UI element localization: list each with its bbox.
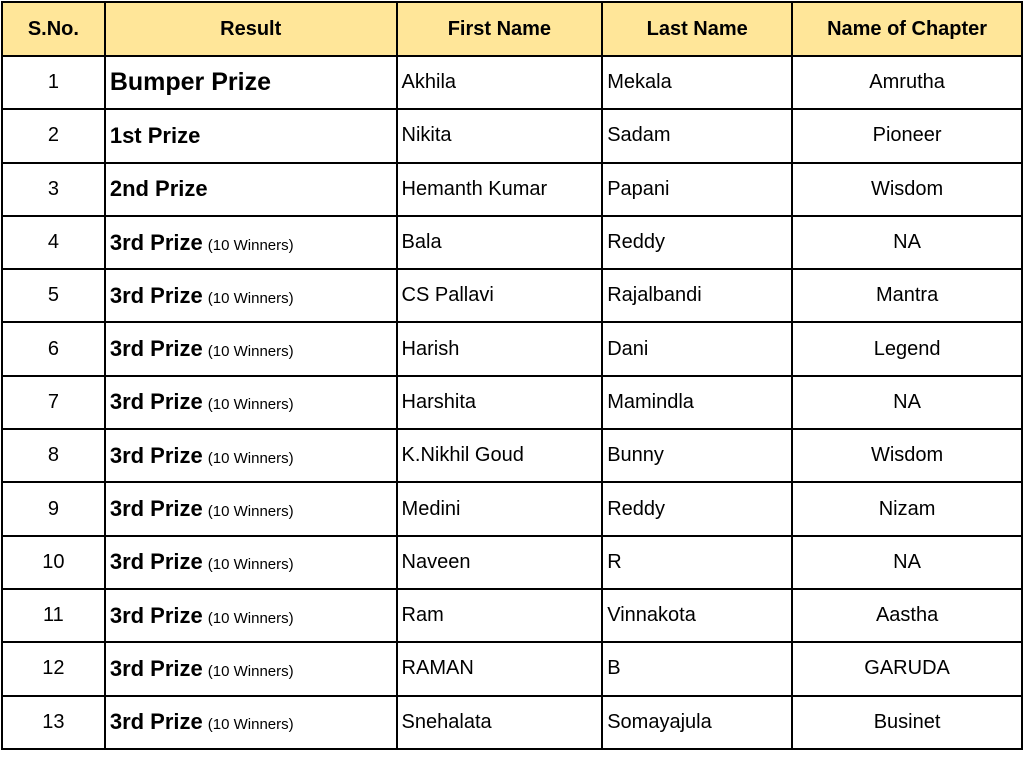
cell-sno: 1 bbox=[2, 56, 105, 109]
cell-chapter: NA bbox=[792, 216, 1022, 269]
cell-chapter: Pioneer bbox=[792, 109, 1022, 162]
cell-sno: 9 bbox=[2, 482, 105, 535]
prize-label: 3rd Prize bbox=[109, 282, 203, 308]
cell-chapter: NA bbox=[792, 376, 1022, 429]
prize-note: (10 Winners) bbox=[207, 662, 294, 680]
cell-chapter: Wisdom bbox=[792, 163, 1022, 216]
cell-sno: 4 bbox=[2, 216, 105, 269]
header-last-name: Last Name bbox=[602, 2, 792, 56]
cell-sno: 11 bbox=[2, 589, 105, 642]
header-first-name: First Name bbox=[397, 2, 603, 56]
cell-result bbox=[105, 642, 397, 695]
table-row bbox=[2, 376, 1022, 429]
cell-last-name: Somayajula bbox=[602, 696, 792, 749]
cell-last-name: Mekala bbox=[602, 56, 792, 109]
cell-last-name: Mamindla bbox=[602, 376, 792, 429]
cell-first-name: RAMAN bbox=[397, 642, 603, 695]
cell-last-name: Bunny bbox=[602, 429, 792, 482]
prize-note: (10 Winners) bbox=[207, 716, 294, 734]
cell-chapter: GARUDA bbox=[792, 642, 1022, 695]
cell-result bbox=[105, 269, 397, 322]
prize-note: (10 Winners) bbox=[207, 449, 294, 467]
table-row bbox=[2, 589, 1022, 642]
cell-result bbox=[105, 589, 397, 642]
cell-last-name: Papani bbox=[602, 163, 792, 216]
prize-note: (10 Winners) bbox=[207, 503, 294, 521]
cell-first-name: Ram bbox=[397, 589, 603, 642]
cell-sno: 10 bbox=[2, 536, 105, 589]
cell-first-name: Snehalata bbox=[397, 696, 603, 749]
prize-note: (10 Winners) bbox=[207, 556, 294, 574]
header-chapter: Name of Chapter bbox=[792, 2, 1022, 56]
cell-chapter: NA bbox=[792, 536, 1022, 589]
cell-first-name: Nikita bbox=[397, 109, 603, 162]
prize-label: 3rd Prize bbox=[109, 602, 203, 628]
cell-result bbox=[105, 696, 397, 749]
cell-chapter: Amrutha bbox=[792, 56, 1022, 109]
cell-result bbox=[105, 163, 397, 216]
cell-chapter: Wisdom bbox=[792, 429, 1022, 482]
table-row bbox=[2, 56, 1022, 109]
table-row bbox=[2, 536, 1022, 589]
cell-first-name: Bala bbox=[397, 216, 603, 269]
prize-note: (10 Winners) bbox=[207, 289, 294, 307]
prize-label: 3rd Prize bbox=[109, 389, 203, 415]
cell-sno: 6 bbox=[2, 322, 105, 375]
prize-label: 1st Prize bbox=[109, 122, 201, 148]
cell-sno: 3 bbox=[2, 163, 105, 216]
cell-first-name: Akhila bbox=[397, 56, 603, 109]
table-row bbox=[2, 216, 1022, 269]
prize-note: (10 Winners) bbox=[207, 396, 294, 414]
table-row bbox=[2, 163, 1022, 216]
cell-last-name: Vinnakota bbox=[602, 589, 792, 642]
cell-result bbox=[105, 536, 397, 589]
cell-first-name: Harish bbox=[397, 322, 603, 375]
cell-first-name: CS Pallavi bbox=[397, 269, 603, 322]
cell-first-name: Harshita bbox=[397, 376, 603, 429]
cell-last-name: Rajalbandi bbox=[602, 269, 792, 322]
cell-sno: 12 bbox=[2, 642, 105, 695]
cell-sno: 2 bbox=[2, 109, 105, 162]
table-body bbox=[2, 56, 1022, 749]
cell-first-name: Medini bbox=[397, 482, 603, 535]
cell-result bbox=[105, 482, 397, 535]
cell-sno: 8 bbox=[2, 429, 105, 482]
cell-first-name: K.Nikhil Goud bbox=[397, 429, 603, 482]
table-row bbox=[2, 429, 1022, 482]
prize-label: 2nd Prize bbox=[109, 176, 208, 202]
table-row bbox=[2, 322, 1022, 375]
table-row bbox=[2, 482, 1022, 535]
header-sno: S.No. bbox=[2, 2, 105, 56]
results-table bbox=[1, 1, 1023, 750]
cell-sno: 13 bbox=[2, 696, 105, 749]
cell-first-name: Naveen bbox=[397, 536, 603, 589]
prize-label: 3rd Prize bbox=[109, 496, 203, 522]
cell-first-name: Hemanth Kumar bbox=[397, 163, 603, 216]
cell-last-name: B bbox=[602, 642, 792, 695]
cell-last-name: Reddy bbox=[602, 482, 792, 535]
prize-label: 3rd Prize bbox=[109, 336, 203, 362]
cell-chapter: Mantra bbox=[792, 269, 1022, 322]
table-row bbox=[2, 269, 1022, 322]
cell-result bbox=[105, 56, 397, 109]
cell-result bbox=[105, 216, 397, 269]
cell-last-name: Reddy bbox=[602, 216, 792, 269]
cell-sno: 7 bbox=[2, 376, 105, 429]
cell-result bbox=[105, 109, 397, 162]
prize-label: 3rd Prize bbox=[109, 229, 203, 255]
cell-chapter: Nizam bbox=[792, 482, 1022, 535]
header-result: Result bbox=[105, 2, 397, 56]
cell-last-name: Dani bbox=[602, 322, 792, 375]
table-row bbox=[2, 696, 1022, 749]
prize-label: Bumper Prize bbox=[109, 68, 271, 97]
prize-note: (10 Winners) bbox=[207, 343, 294, 361]
cell-sno: 5 bbox=[2, 269, 105, 322]
prize-label: 3rd Prize bbox=[109, 655, 203, 681]
table-header bbox=[2, 2, 1022, 56]
cell-chapter: Legend bbox=[792, 322, 1022, 375]
cell-chapter: Aastha bbox=[792, 589, 1022, 642]
cell-result bbox=[105, 376, 397, 429]
cell-result bbox=[105, 429, 397, 482]
header-row bbox=[2, 2, 1022, 56]
prize-label: 3rd Prize bbox=[109, 709, 203, 735]
cell-last-name: Sadam bbox=[602, 109, 792, 162]
cell-last-name: R bbox=[602, 536, 792, 589]
prize-label: 3rd Prize bbox=[109, 549, 203, 575]
prize-note: (10 Winners) bbox=[207, 609, 294, 627]
cell-chapter: Businet bbox=[792, 696, 1022, 749]
prize-note: (10 Winners) bbox=[207, 236, 294, 254]
prize-label: 3rd Prize bbox=[109, 442, 203, 468]
table-row bbox=[2, 109, 1022, 162]
cell-result bbox=[105, 322, 397, 375]
table-row bbox=[2, 642, 1022, 695]
